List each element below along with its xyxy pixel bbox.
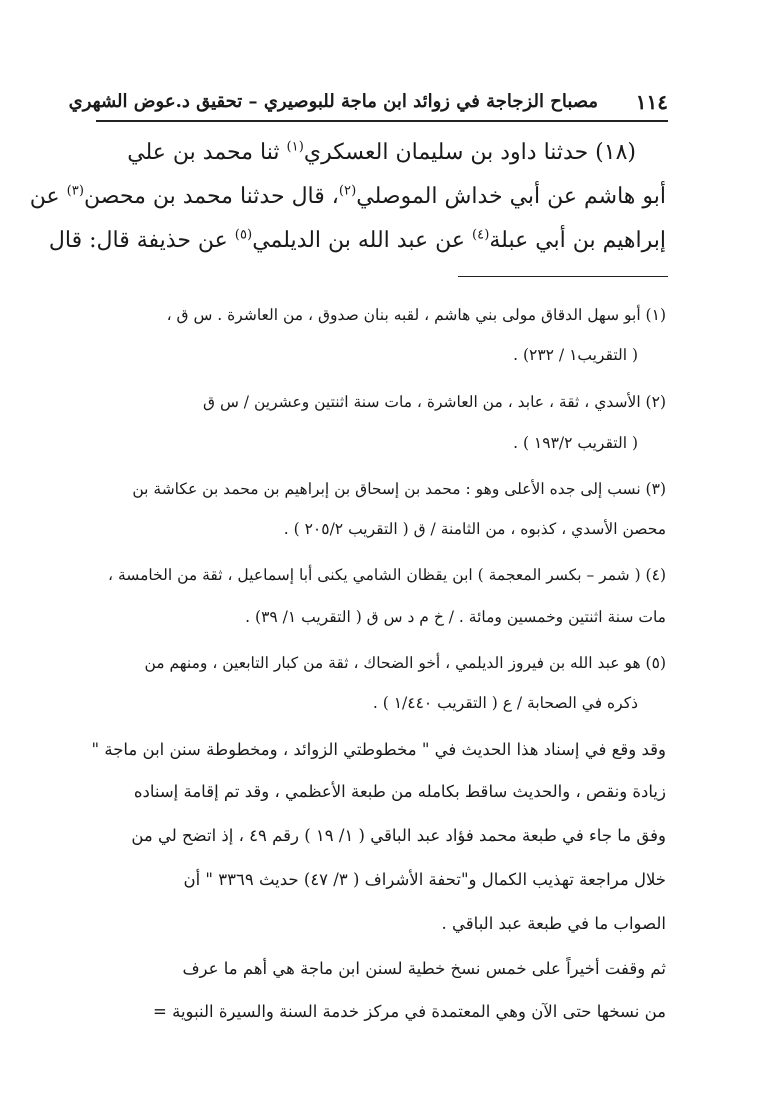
footnote-4-line-1: (٤) ( شمر – بكسر المعجمة ) ابن يقظان الشامي يكنى أبا إسماعيل ، ثقة من الخامسة ، [108,566,666,584]
main-text-line-3: إبراهيم بن أبي عبلة$^{(٤)}$ عن عبد الله بن الديلمي$^{(٥)}$ عن حذيفة قال: قال [48,227,666,253]
footnote-3-line-1: (٣) نسب إلى جده الأعلى وهو : محمد بن إسحاق بن إبراهيم بن محمد بن عكاشة بن [132,480,666,498]
main-text-line-1: (١٨) حدثنا داود بن سليمان العسكري$^{(١)}$ ثنا محمد بن علي [127,139,636,165]
body-line-1: وقد وقع في إسناد هذا الحديث في " مخطوطتي الزوائد ، ومخطوطة سنن ابن ماجة " [91,740,666,759]
page-header [68,90,668,122]
body-line-7: من نسخها حتى الآن وهي المعتمدة في مركز خدمة السنة والسيرة النبوية = [153,1002,666,1021]
footnote-3-line-2: محصن الأسدي ، كذبوه ، من الثامنة / ق ( التقريب ٢٠٥/٢ ) . [283,520,666,538]
footnote-ref-1: (١) [286,139,304,155]
footnote-2-line-2: ( التقريب ١٩٣/٢ ) . [513,434,638,452]
page-number: ١١٤ [635,90,668,114]
body-line-6: ثم وقفت أخيراً على خمس نسخ خطية لسنن ابن ماجة هي أهم ما عرف [182,959,666,978]
footnote-2-line-1: (٢) الأسدي ، ثقة ، عابد ، من العاشرة ، مات سنة اثنتين وعشرين / س ق [203,393,666,411]
footnote-4-line-2: مات سنة اثنتين وخمسين ومائة . / خ م د س ق ( التقريب ١/ ٣٩) . [245,608,666,626]
footnote-1-line-1: (١) أبو سهل الدقاق مولى بني هاشم ، لقبه بنان صدوق ، من العاشرة . س ق ، [166,306,666,324]
footnote-ref-5: (٥) [234,227,253,243]
footnote-ref-2: (٢) [338,183,357,199]
footnote-ref-3: (٣) [66,183,85,199]
footnote-5-line-1: (٥) هو عبد الله بن فيروز الديلمي ، أخو الضحاك ، ثقة من كبار التابعين ، ومنهم من [144,654,666,672]
footnote-ref-4: (٤) [471,227,490,243]
footnote-1-line-2: ( التقريب١ / ٢٣٢) . [513,346,638,364]
footnote-separator [458,276,668,277]
body-line-3: وفق ما جاء في طبعة محمد فؤاد عبد الباقي ( ١/ ١٩ ) رقم ٤٩ ، إذ اتضح لي من [131,826,666,845]
body-line-4: خلال مراجعة تهذيب الكمال و"تحفة الأشراف ( ٣/ ٤٧) حديث ٣٣٦٩ " أن [183,870,666,889]
footnote-5-line-2: ذكره في الصحابة / ع ( التقريب ١/٤٤٠ ) . [372,694,638,712]
main-text-line-2: أبو هاشم عن أبي خداش الموصلي$^{(٢)}$، قال حدثنا محمد بن محصن$^{(٣)}$ عن [29,183,666,209]
running-title: مصباح الزجاجة في زوائد ابن ماجة للبوصيري – تحقيق د.عوض الشهري [68,91,598,112]
body-line-5: الصواب ما في طبعة عبد الباقي . [441,914,666,933]
body-line-2: زيادة ونقص ، والحديث ساقط بكامله من طبعة الأعظمي ، وقد تم إقامة إسناده [133,782,666,801]
